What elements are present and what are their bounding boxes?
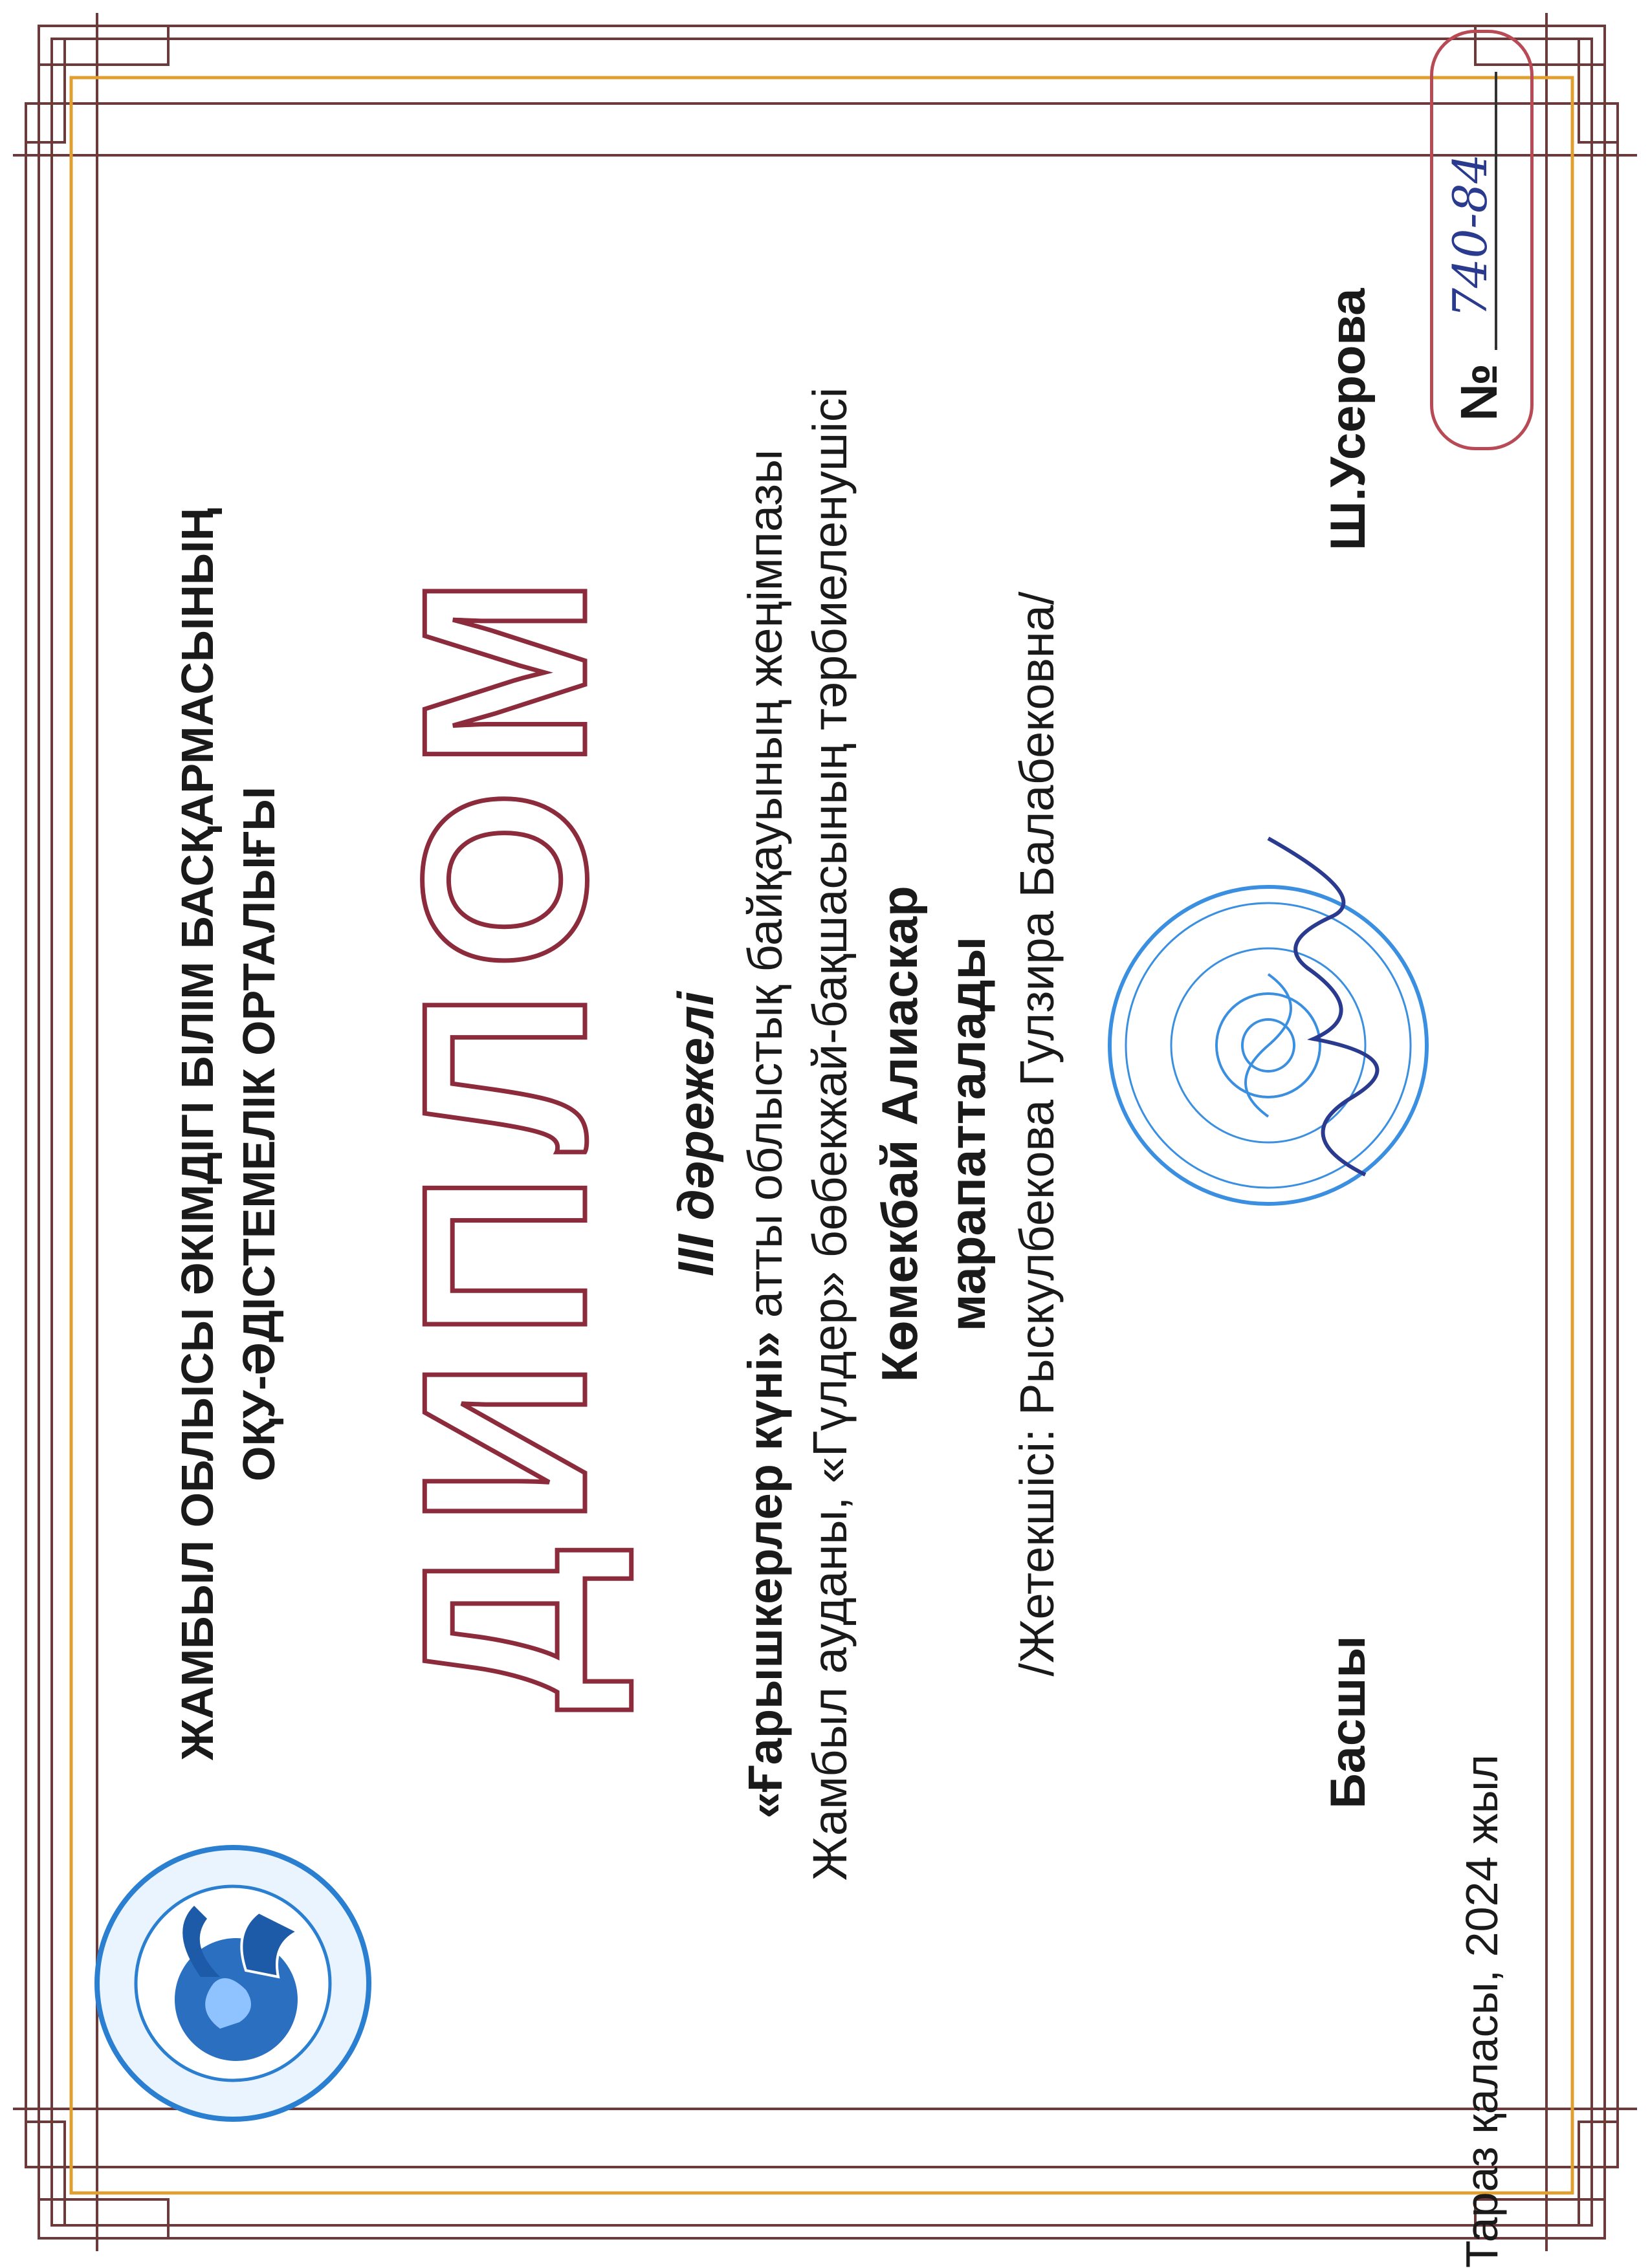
registration-number: 740-84	[1443, 153, 1497, 318]
organization-line-2: ОҚУ-ӘДІСТЕМЕЛІК ОРТАЛЫҒЫ	[234, 787, 284, 1481]
mentor-line: /Жетекшісі: Рыскулбекова Гулзира Балабековна/	[1010, 591, 1064, 1677]
body-line-1-rest: атты облыстық байқауының жеңімпазы	[738, 449, 792, 1331]
head-name: Ш.Усерова	[1321, 288, 1376, 551]
registration-box	[1430, 30, 1534, 450]
contest-name: «Ғарышкерлер күні»	[738, 1331, 792, 1819]
head-label: Басшы	[1321, 1635, 1376, 1809]
body-line-1	[738, 0, 793, 2268]
signature	[1249, 806, 1404, 1194]
registration-label: №	[1450, 363, 1508, 421]
awardee-name: Көмекбай Алиаскар	[871, 886, 928, 1382]
body-line-2: Жамбыл ауданы, «Гүлдер» бөбекжай-бақшасының тәрбиеленушісі	[803, 387, 857, 1881]
degree: ІІІ дәрежелі	[667, 991, 724, 1277]
organization-line-1: ЖАМБЫЛ ОБЛЫСЫ ӘКІМДІГІ БІЛІМ БАСҚАРМАСЫНЫҢ	[172, 508, 223, 1760]
awarded-text: марапатталады	[939, 936, 996, 1332]
document-title: ДИПЛОМ	[375, 556, 635, 1712]
city-year: Тараз қаласы, 2024 жыл	[1457, 1754, 1507, 2268]
